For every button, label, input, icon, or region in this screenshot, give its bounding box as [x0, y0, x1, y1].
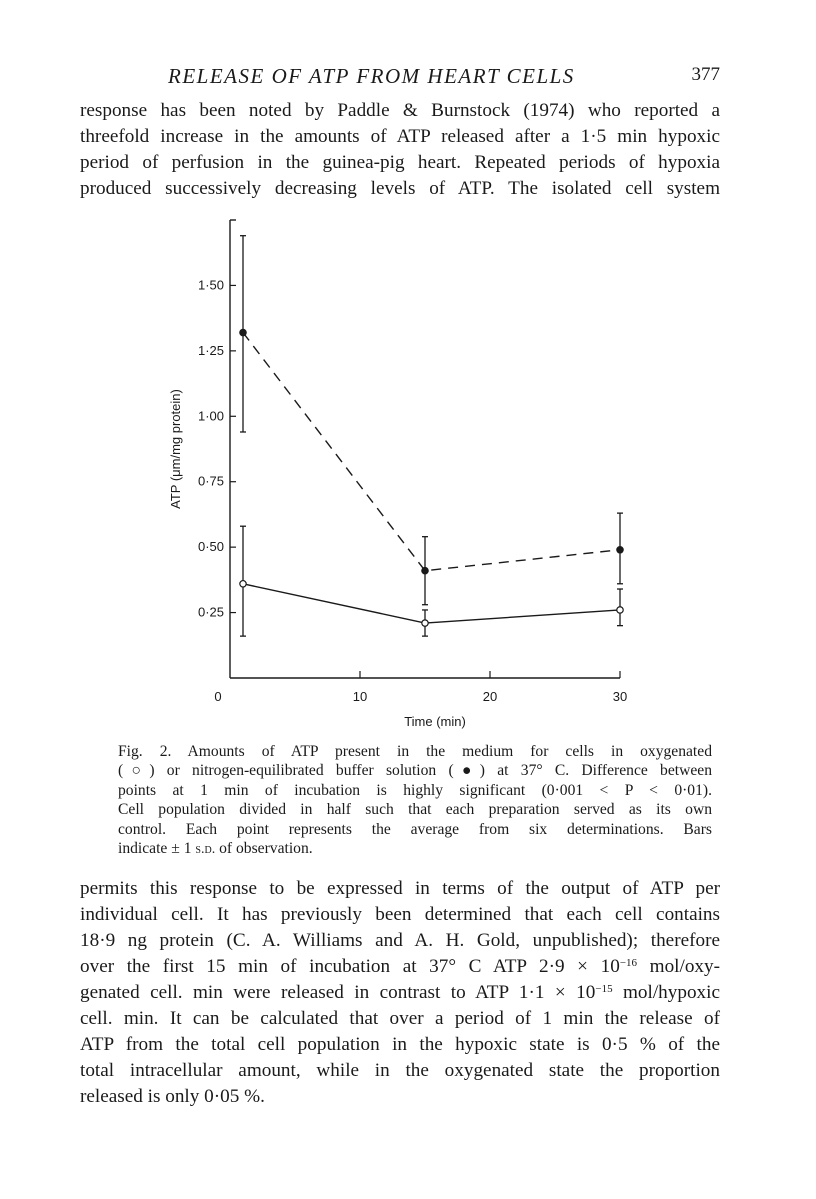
- y-tick-label: 0·25: [197, 604, 224, 620]
- data-point-oxygenated: [240, 581, 246, 587]
- x-tick-label: 30: [612, 689, 628, 704]
- text-run: mol/oxy-: [637, 956, 720, 977]
- caption-sd: s.d.: [195, 842, 216, 858]
- caption-line: (○) or nitrogen-equilibrated buffer solution (●) at 37° C. Difference between: [118, 762, 712, 780]
- text-line: response has been noted by Paddle & Burnstock (1974) who reported a: [80, 100, 720, 121]
- y-tick-label: 0·75: [197, 473, 224, 489]
- atp-time-chart: [150, 210, 670, 730]
- caption-line: [118, 839, 712, 859]
- text-run: over the first 15 min of incubation at 37° C ATP 2·9 × 10: [80, 956, 620, 977]
- text-line: [80, 980, 720, 1006]
- x-tick-label: 0: [214, 689, 222, 704]
- text-line: cell. min. It can be calculated that over a period of 1 min the release of: [80, 1008, 720, 1029]
- y-tick-label: 1·50: [197, 277, 224, 293]
- text-line: individual cell. It has previously been determined that each cell contains: [80, 904, 720, 925]
- top-paragraph: [80, 98, 720, 202]
- series-line-oxygenated: [243, 584, 620, 623]
- y-tick-label: 1·00: [197, 408, 224, 424]
- text-line: threefold increase in the amounts of ATP released after a 1·5 min hypoxic: [80, 126, 720, 147]
- caption-text: indicate ± 1: [118, 840, 196, 858]
- text-run: genated cell. min were released in contrast to ATP 1·1 × 10: [80, 982, 596, 1003]
- text-line: period of perfusion in the guinea-pig heart. Repeated periods of hypoxia: [80, 152, 720, 173]
- caption-text: of observation.: [215, 840, 313, 858]
- y-axis-label: ATP (μm/mg protein): [168, 389, 183, 509]
- data-point-oxygenated: [617, 607, 623, 613]
- x-tick-label: 10: [352, 689, 368, 704]
- data-point-nitrogen-equilibrated: [422, 567, 428, 573]
- page-number: 377: [691, 64, 720, 85]
- series-line-nitrogen-equilibrated: [243, 333, 620, 571]
- text-line: 18·9 ng protein (C. A. Williams and A. H. Gold, unpublished); therefore: [80, 930, 720, 951]
- bottom-paragraph: [80, 876, 720, 1110]
- chart-series: [240, 236, 623, 636]
- caption-line: points at 1 min of incubation is highly significant (0·001 < P < 0·01).: [118, 781, 712, 799]
- exponent: −16: [619, 957, 638, 969]
- text-line: permits this response to be expressed in terms of the output of ATP per: [80, 878, 720, 899]
- figure-2: [150, 210, 670, 730]
- exponent: −15: [595, 983, 613, 995]
- caption-line: control. Each point represents the average from six determinations. Bars: [118, 820, 712, 838]
- text-line: total intracellular amount, while in the oxygenated state the proportion: [80, 1060, 720, 1081]
- figure-caption: [118, 742, 712, 859]
- text-line: ATP from the total cell population in the hypoxic state is 0·5 % of the: [80, 1034, 720, 1055]
- text-run: mol/hypoxic: [612, 982, 721, 1003]
- x-axis-label: Time (min): [404, 714, 466, 729]
- running-title: RELEASE OF ATP FROM HEART CELLS: [168, 64, 575, 88]
- data-point-nitrogen-equilibrated: [617, 547, 623, 553]
- chart-axes: [198, 220, 627, 704]
- x-tick-label: 20: [482, 689, 498, 704]
- data-point-nitrogen-equilibrated: [240, 329, 246, 335]
- text-line: [80, 954, 720, 980]
- y-tick-label: 1·25: [197, 342, 224, 358]
- y-tick-label: 0·50: [197, 539, 224, 555]
- caption-line: Fig. 2. Amounts of ATP present in the medium for cells in oxygenated: [118, 743, 712, 760]
- running-head: [80, 64, 720, 94]
- text-line: produced successively decreasing levels of ATP. The isolated cell system: [80, 178, 720, 199]
- text-line: released is only 0·05 %.: [80, 1086, 265, 1107]
- caption-line: Cell population divided in half such that each preparation served as its own: [118, 801, 712, 819]
- data-point-oxygenated: [422, 620, 428, 626]
